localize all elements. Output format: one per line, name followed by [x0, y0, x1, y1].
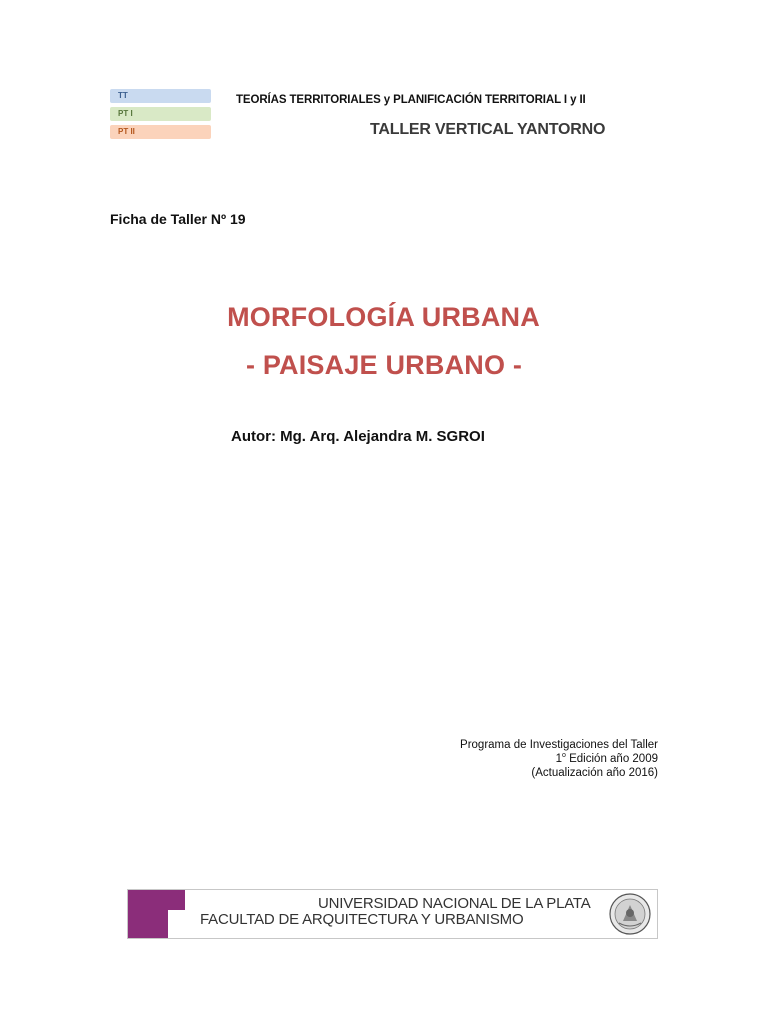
edition-line [460, 752, 658, 766]
footer-banner [127, 889, 658, 939]
update-line: (Actualización año 2016) [531, 767, 658, 779]
faculty-name: FACULTAD DE ARQUITECTURA Y URBANISMO [200, 911, 524, 928]
edition-info [460, 738, 658, 780]
edition-text: Edición año 2009 [565, 753, 658, 765]
header-logo [110, 89, 211, 143]
main-title [0, 302, 768, 333]
author: Autor: Mg. Arq. Alejandra M. SGROI [231, 428, 485, 445]
edition-superscript: o [562, 752, 566, 760]
faculty-logo-cut [168, 910, 185, 938]
university-seal-icon [609, 893, 651, 935]
main-title-text: MORFOLOGÍA URBANA [227, 302, 540, 332]
program-line: Programa de Investigaciones del Taller [460, 739, 658, 751]
logo-bar-pt1: PT I [110, 107, 211, 121]
course-title: TEORÍAS TERRITORIALES y PLANIFICACIÓN TERRITORIAL I y II [236, 94, 586, 106]
subtitle: - PAISAJE URBANO - [245, 350, 523, 380]
university-name: UNIVERSIDAD NACIONAL DE LA PLATA [318, 895, 591, 912]
edition-number: 1 [555, 753, 563, 765]
workshop-name: TALLER VERTICAL YANTORNO [370, 121, 606, 138]
logo-bar-tt: TT [110, 89, 211, 103]
logo-bar-pt2: PT II [110, 125, 211, 139]
ficha-number: Ficha de Taller Nº 19 [110, 211, 246, 227]
